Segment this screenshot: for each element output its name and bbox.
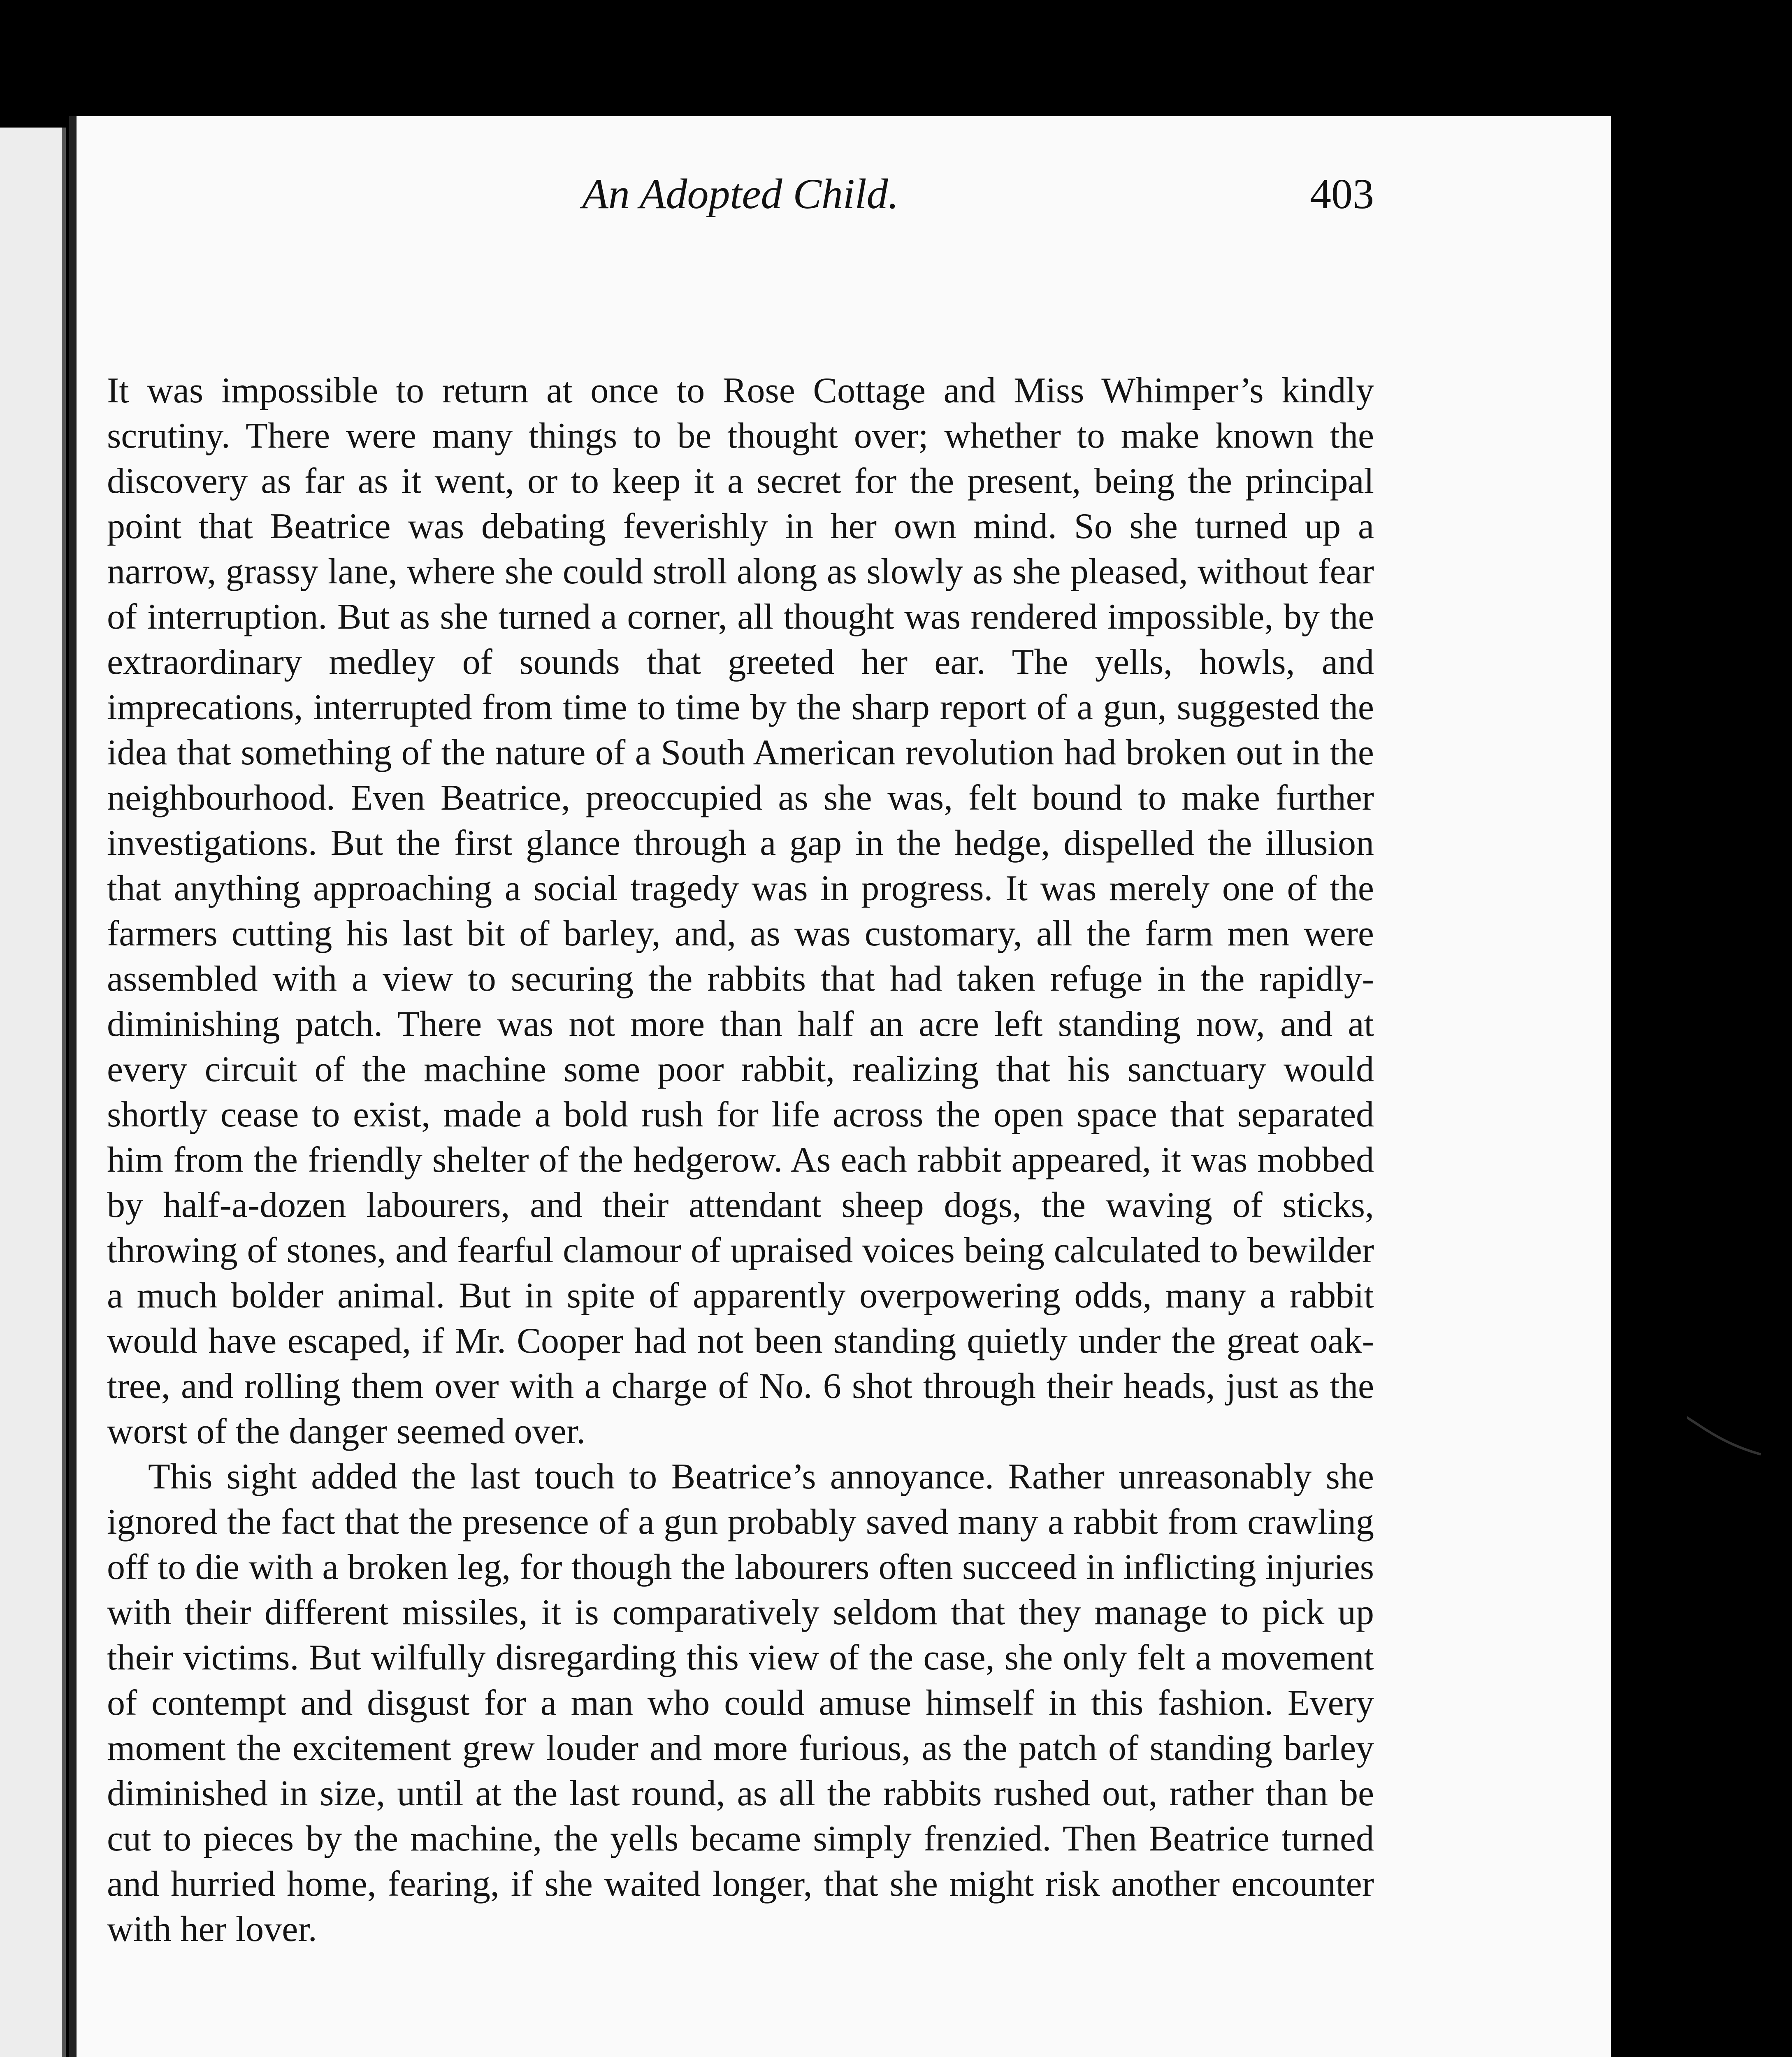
paragraph-1: It was impossible to return at once to Rose Cottage and Miss Whimper’s kindly scrutiny. There were many things to be thought over; whether to make known the discovery as far as it went, or to keep it a secret for the present, being the principal point that Beatrice was debating feverishly in her own mind. So she turned up a narrow, grassy lane, where she could stroll along as slowly as she pleased, without fear of interruption. But as she turned a corner, all thought was rendered impossible, by the extraordinary medley of sounds that greeted her ear. The yells, howls, and imprecations, interrupted from time to time by the sharp report of a gun, suggested the idea that something of the nature of a South American revolution had broken out in the neighbourhood. Even Beatrice, preoccupied as she was, felt bound to make further investigations. But the first glance through a gap in the hedge, dispelled the illusion that anything approaching a social tragedy was in progress. It was merely one of the farmers cutting his last bit of barley, and, as was customary, all the farm men were assembled with a view to securing the rabbits that had taken refuge in the rapidly-diminishing patch. There was not more than half an acre left standing now, and at every circuit of the machine some poor rabbit, realizing that his sanctuary would shortly cease to exist, made a bold rush for life across the open space that separated him from the friendly shelter of the hedgerow. As each rabbit appeared, it was mobbed by half-a-dozen labourers, and their attendant sheep dogs, the waving of sticks, throwing of stones, and fearful clamour of upraised voices being calculated to bewilder a much bolder animal. But in spite of apparently overpowering odds, many a rabbit would have escaped, if Mr. Cooper had not been standing quietly under the great oak-tree, and rolling them over with a charge of No. 6 shot through their heads, just as the worst of the danger seemed over. [107,371,1374,1451]
running-title: An Adopted Child. [582,170,899,218]
body-text [107,368,1374,1952]
page-number: 403 [1310,170,1374,218]
page-header [107,169,1374,252]
facing-page-edge [0,128,66,2057]
paragraph-2: This sight added the last touch to Beatrice’s annoyance. Rather unreasonably she ignored the fact that the presence of a gun probably saved many a rabbit from crawling off to die with a broken leg, for though the labourers often succeed in inflicting injuries with their different missiles, it is comparatively seldom that they manage to pick up their victims. But wilfully disregarding this view of the case, she only felt a movement of contempt and disgust for a man who could amuse himself in this fashion. Every moment the excitement grew louder and more furious, as the patch of standing barley diminished in size, until at the last round, as all the rabbits rushed out, rather than be cut to pieces by the machine, the yells became simply frenzied. Then Beatrice turned and hurried home, fearing, if she waited longer, that she might risk another encounter with her lover. [107,1457,1374,1949]
page-edge-scratch [1687,1415,1765,1460]
